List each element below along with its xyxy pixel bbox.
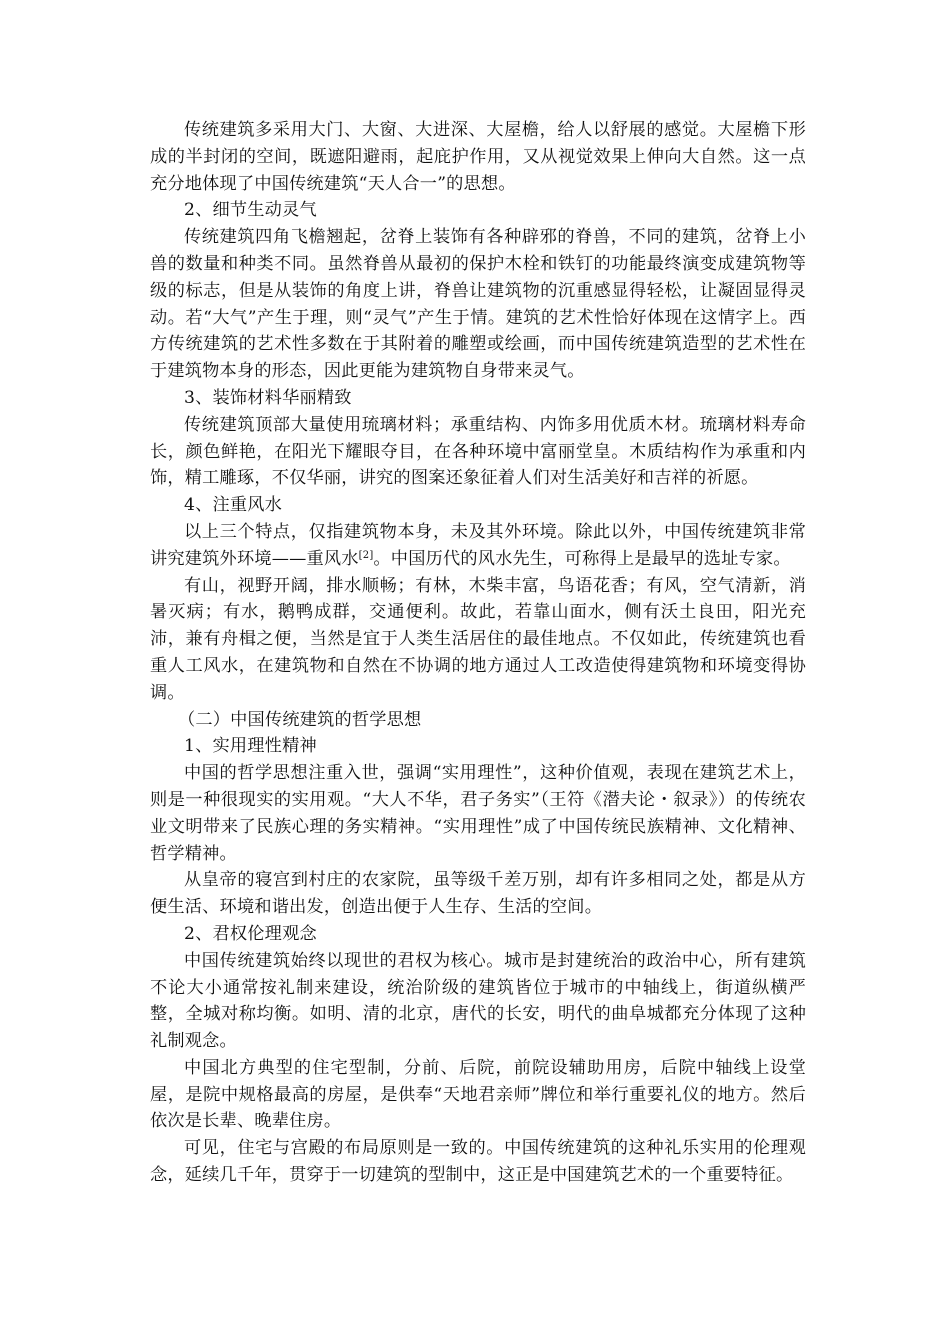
document-page [150, 117, 806, 1189]
heading-decorative-materials: 3、装饰材料华丽精致 [184, 387, 352, 408]
paragraph-fengshui-ideal: 有山，视野开阔，排水顺畅；有林，木柴丰富，鸟语花香；有风，空气清新，消暑灭病；有水，鹅鸭成群，交通便利。故此，若靠山面水，侧有沃土良田，阳光充沛，兼有舟楫之便，当然是宜于人类生活居住的最佳地点。不仅如此，传统建筑也看重人工风水，在建筑物和自然在不协调的地方通过人工改造使得建筑物和环境变得协调。 [150, 575, 806, 703]
paragraph-fengshui-text-b: 。中国历代的风水先生，可称得上是最早的选址专家。 [373, 548, 791, 569]
heading-practical-rationality: 1、实用理性精神 [184, 736, 317, 757]
paragraph-glazed-tiles: 传统建筑顶部大量使用琉璃材料；承重结构、内饰多用优质木材。琉璃材料寿命长，颜色鲜艳，在阳光下耀眼夺目，在各种环境中富丽堂皇。木质结构作为承重和内饰，精工雕琢，不仅华丽，讲究的图案还象征着人们对生活美好和吉祥的祈愿。 [150, 414, 806, 489]
paragraph-ridge-beasts: 传统建筑四角飞檐翘起，岔脊上装饰有各种辟邪的脊兽，不同的建筑，岔脊上小兽的数量和种类不同。虽然脊兽从最初的保护木栓和铁钉的功能最终演变成建筑物等级的标志，但是从装饰的角度上讲，脊兽让建筑物的沉重感显得轻松，让凝固显得灵动。若“大气”产生于理，则“灵气”产生于情。建筑的艺术性恰好体现在这情字上。西方传统建筑的艺术性多数在于其附着的雕塑或绘画，而中国传统建筑造型的艺术性在于建筑物本身的形态，因此更能为建筑物自身带来灵气。 [150, 227, 806, 382]
paragraph-city-axis: 中国传统建筑始终以现世的君权为核心。城市是封建统治的政治中心，所有建筑不论大小通常按礼制来建设，统治阶级的建筑皆位于城市的中轴线上，街道纵横严整，全城对称均衡。如明、清的北京，唐代的长安，明代的曲阜城都充分体现了这种礼制观念。 [150, 950, 806, 1052]
heading-fengshui: 4、注重风水 [184, 495, 283, 516]
paragraph-fengshui-intro [150, 519, 806, 573]
citation-ref: [2] [358, 550, 374, 562]
paragraph-northern-courtyard: 中国北方典型的住宅型制，分前、后院，前院设辅助用房，后院中轴线上设堂屋，是院中规格最高的房屋，是供奉“天地君亲师”牌位和举行重要礼仪的地方。然后依次是长辈、晚辈住房。 [150, 1057, 806, 1132]
paragraph-spacious-eaves: 传统建筑多采用大门、大窗、大进深、大屋檐，给人以舒展的感觉。大屋檐下形成的半封闭的空间，既遮阳避雨，起庇护作用，又从视觉效果上伸向大自然。这一点充分地体现了中国传统建筑“天人合一”的思想。 [150, 120, 806, 194]
heading-imperial-ethics: 2、君权伦理观念 [184, 923, 317, 944]
paragraph-fengshui-text-a: 以上三个特点，仅指建筑物本身，未及其外环境。除此以外，中国传统建筑非常讲究建筑外环境——重风水 [150, 521, 806, 569]
paragraph-practical-rationality: 中国的哲学思想注重入世，强调“实用理性”，这种价值观，表现在建筑艺术上，则是一种很现实的实用观。“大人不华，君子务实”（王符《潜夫论・叙录》）的传统农业文明带来了民族心理的务实精神。“实用理性”成了中国传统民族精神、文化精神、哲学精神。 [150, 763, 806, 864]
heading-section-philosophy: （二）中国传统建筑的哲学思想 [178, 709, 422, 730]
paragraph-conclusion: 可见，住宅与宫殿的布局原则是一致的。中国传统建筑的这种礼乐实用的伦理观念，延续几千年，贯穿于一切建筑的型制中，这正是中国建筑艺术的一个重要特征。 [150, 1138, 806, 1186]
paragraph-palace-to-farmhouse: 从皇帝的寝宫到村庄的农家院，虽等级千差万别，却有许多相同之处，都是从方便生活、环境和谐出发，创造出便于人生存、生活的空间。 [150, 870, 806, 918]
heading-vivid-details: 2、细节生动灵气 [184, 200, 317, 221]
